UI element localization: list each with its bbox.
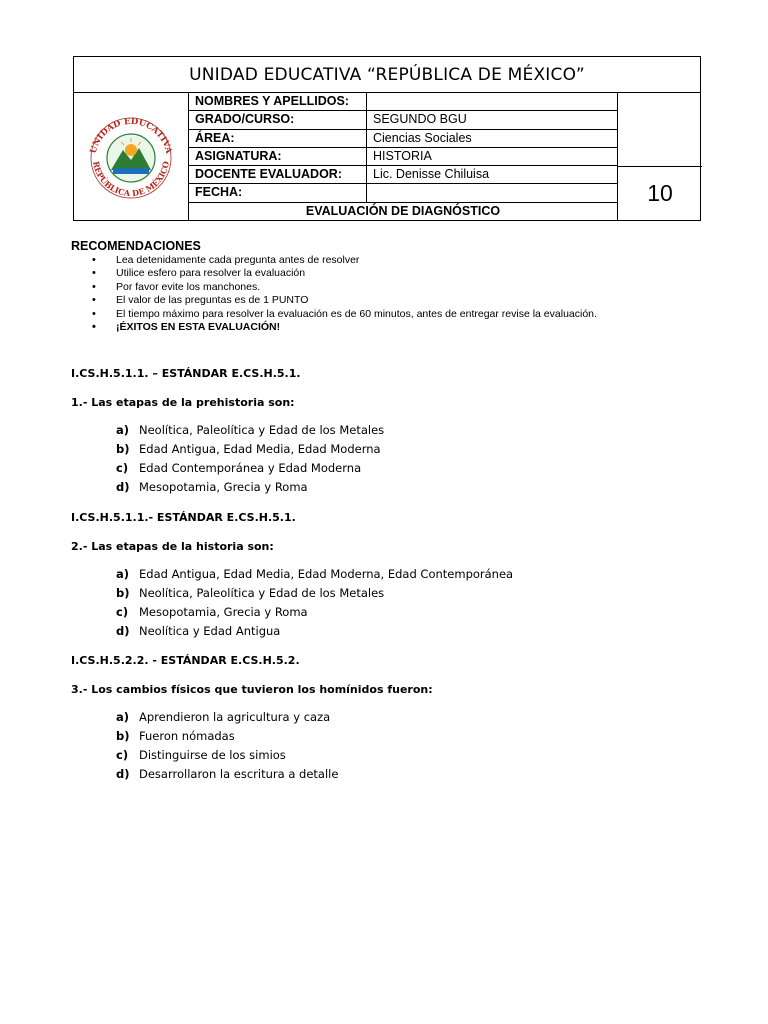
standard-label: I.CS.H.5.1.1.- ESTÁNDAR E.CS.H.5.1. <box>71 511 296 524</box>
field-row-area <box>189 130 617 148</box>
recommendation-item: • Por favor evite los manchones. <box>92 281 597 294</box>
school-title: UNIDAD EDUCATIVA “REPÚBLICA DE MÉXICO” <box>74 57 700 93</box>
recommendation-item: • El valor de las preguntas es de 1 PUNTO <box>92 294 597 307</box>
option-text: Edad Antigua, Edad Media, Edad Moderna, Edad Contemporánea <box>139 567 514 581</box>
question-text: 1.- Las etapas de la prehistoria son: <box>71 396 295 409</box>
field-row-teacher <box>189 166 617 184</box>
option-item[interactable] <box>116 765 338 784</box>
option-item[interactable] <box>116 727 338 746</box>
option-letter: a) <box>116 567 130 581</box>
option-item[interactable] <box>116 440 384 459</box>
options-list <box>116 708 338 784</box>
field-label: GRADO/CURSO: <box>189 111 367 128</box>
field-label: FECHA: <box>189 184 367 201</box>
school-logo <box>83 114 179 200</box>
option-letter: c) <box>116 461 129 475</box>
option-item[interactable] <box>116 746 338 765</box>
options-list <box>116 565 513 641</box>
recommendations-list <box>92 254 597 334</box>
options-list <box>116 421 384 497</box>
option-item[interactable] <box>116 565 513 584</box>
grade-value: SEGUNDO BGU <box>373 112 467 127</box>
option-letter: d) <box>116 767 130 781</box>
option-text: Neolítica y Edad Antigua <box>139 624 281 638</box>
field-row-grade <box>189 111 617 129</box>
option-text: Mesopotamia, Grecia y Roma <box>139 480 308 494</box>
recommendation-item: • Lea detenidamente cada pregunta antes de resolver <box>92 254 597 267</box>
option-text: Edad Contemporánea y Edad Moderna <box>139 461 362 475</box>
option-text: Fueron nómadas <box>139 729 235 743</box>
option-letter: d) <box>116 624 130 638</box>
field-label: ÁREA: <box>189 130 367 147</box>
option-letter: c) <box>116 605 129 619</box>
recommendation-item: • El tiempo máximo para resolver la evaluación es de 60 minutos, antes de entregar revise la evaluación. <box>92 308 597 321</box>
option-letter: d) <box>116 480 130 494</box>
logo-cell <box>74 93 189 220</box>
question-text: 3.- Los cambios físicos que tuvieron los homínidos fueron: <box>71 683 433 696</box>
option-item[interactable] <box>116 421 384 440</box>
option-text: Aprendieron la agricultura y caza <box>139 710 331 724</box>
option-item[interactable] <box>116 603 513 622</box>
logo-text-top: UNIDAD EDUCATIVA <box>88 116 174 155</box>
score-blank-cell <box>617 93 702 167</box>
option-letter: b) <box>116 442 130 456</box>
logo-text-bottom: REPÚBLICA DE MÉXICO <box>91 159 171 198</box>
option-item[interactable] <box>116 478 384 497</box>
option-item[interactable] <box>116 459 384 478</box>
info-grid <box>189 93 617 221</box>
field-label: DOCENTE EVALUADOR: <box>189 166 367 183</box>
option-letter: b) <box>116 729 130 743</box>
option-text: Neolítica, Paleolítica y Edad de los Metales <box>139 586 385 600</box>
field-row-names <box>189 93 617 111</box>
field-label: NOMBRES Y APELLIDOS: <box>189 93 367 110</box>
subject-value: HISTORIA <box>373 148 432 163</box>
option-letter: b) <box>116 586 130 600</box>
question-text: 2.- Las etapas de la historia son: <box>71 540 274 553</box>
option-item[interactable] <box>116 708 338 727</box>
standard-label: I.CS.H.5.1.1. – ESTÁNDAR E.CS.H.5.1. <box>71 367 301 380</box>
score-value: 10 <box>617 166 702 220</box>
option-letter: a) <box>116 710 130 724</box>
standard-label: I.CS.H.5.2.2. - ESTÁNDAR E.CS.H.5.2. <box>71 654 300 667</box>
recommendations-title: RECOMENDACIONES <box>71 239 201 253</box>
header-table <box>73 56 701 221</box>
option-text: Neolítica, Paleolítica y Edad de los Metales <box>139 423 385 437</box>
option-text: Desarrollaron la escritura a detalle <box>139 767 339 781</box>
names-field[interactable] <box>367 93 617 110</box>
field-row-subject <box>189 148 617 166</box>
evaluation-title-row <box>189 203 617 221</box>
option-item[interactable] <box>116 622 513 641</box>
recommendation-item: • Utilice esfero para resolver la evaluación <box>92 267 597 280</box>
date-field[interactable] <box>367 184 617 201</box>
option-letter: a) <box>116 423 130 437</box>
field-row-date <box>189 184 617 202</box>
field-label: ASIGNATURA: <box>189 148 367 165</box>
teacher-value: Lic. Denisse Chiluisa <box>373 167 490 182</box>
option-item[interactable] <box>116 584 513 603</box>
option-letter: c) <box>116 748 129 762</box>
evaluation-title: EVALUACIÓN DE DIAGNÓSTICO <box>305 203 501 218</box>
option-text: Mesopotamia, Grecia y Roma <box>139 605 308 619</box>
option-text: Distinguirse de los simios <box>139 748 286 762</box>
recommendation-item: • ¡ÉXITOS EN ESTA EVALUACIÓN! <box>92 321 597 334</box>
area-value: Ciencias Sociales <box>373 130 472 145</box>
option-text: Edad Antigua, Edad Media, Edad Moderna <box>139 442 381 456</box>
